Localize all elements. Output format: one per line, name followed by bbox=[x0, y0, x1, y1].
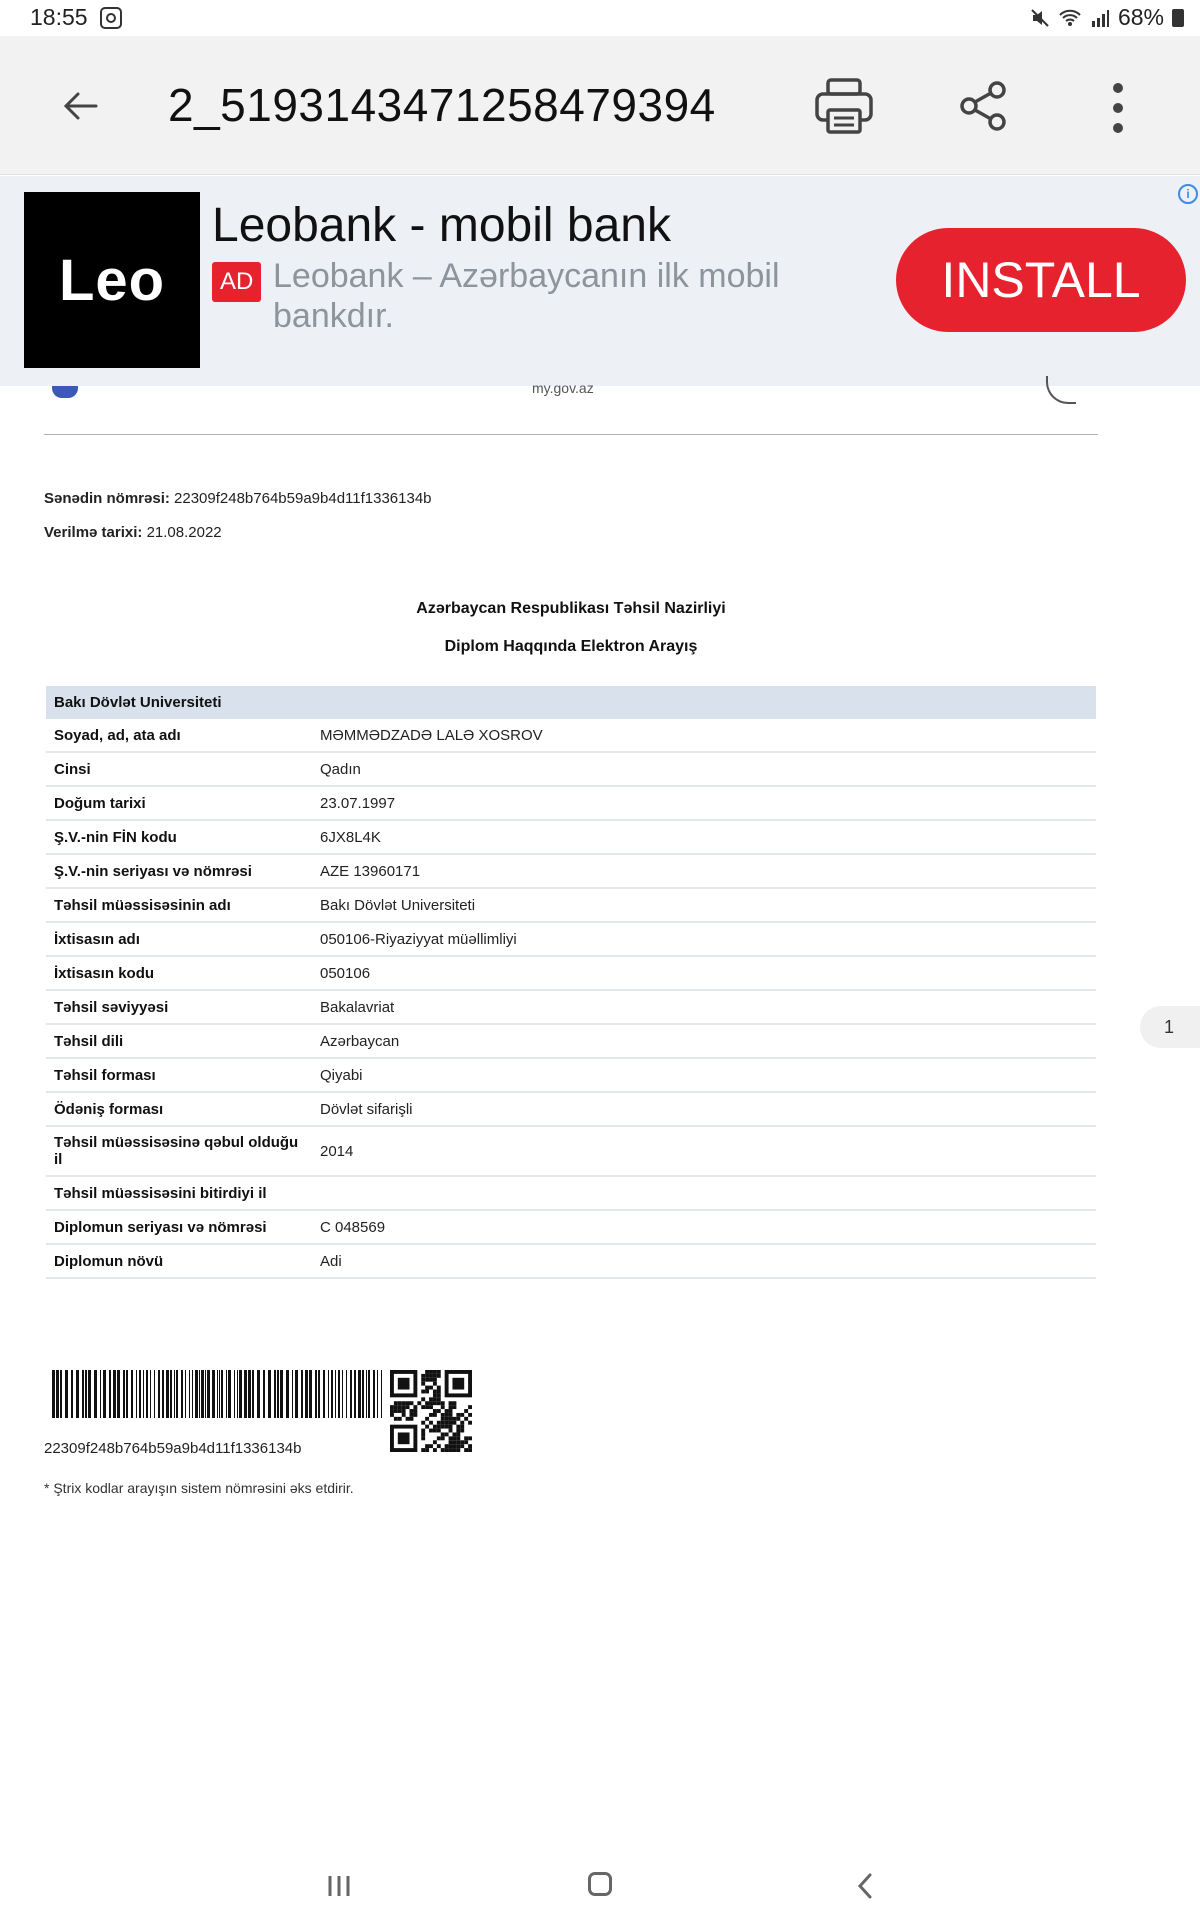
table-row bbox=[46, 1244, 1096, 1278]
table-body bbox=[46, 719, 1096, 1278]
table-row bbox=[46, 956, 1096, 990]
home-icon[interactable] bbox=[588, 1872, 612, 1896]
table-row bbox=[46, 752, 1096, 786]
table-row bbox=[46, 820, 1096, 854]
site-text: my.gov.az bbox=[532, 380, 594, 396]
document-title: 2_5193143471258479394 bbox=[168, 79, 716, 131]
page-indicator: 1 bbox=[1140, 1006, 1200, 1048]
field-value: MƏMMƏDZADƏ LALƏ XOSROV bbox=[311, 719, 1096, 752]
govt-logo-icon bbox=[52, 386, 78, 398]
field-label: Diplomun seriyası və nömrəsi bbox=[46, 1210, 311, 1244]
field-value: Qiyabi bbox=[311, 1058, 1096, 1092]
document-heading: Diplom Haqqında Elektron Arayış bbox=[444, 638, 698, 655]
table-row bbox=[46, 990, 1096, 1024]
ad-info-icon[interactable]: i bbox=[1178, 184, 1198, 204]
print-icon[interactable] bbox=[812, 74, 876, 138]
recents-icon[interactable] bbox=[326, 1874, 352, 1898]
field-value: Bakı Dövlət Universiteti bbox=[311, 888, 1096, 922]
field-value: Qadın bbox=[311, 752, 1096, 786]
wifi-icon bbox=[1058, 8, 1082, 28]
barcode-image bbox=[52, 1370, 382, 1418]
signal-icon bbox=[1090, 8, 1110, 28]
field-label: Təhsil səviyyəsi bbox=[46, 990, 311, 1024]
table-row bbox=[46, 854, 1096, 888]
doc-number-value: 22309f248b764b59a9b4d11f1336134b bbox=[174, 490, 432, 507]
system-nav-bar bbox=[0, 1860, 1200, 1920]
field-value: 2014 bbox=[311, 1126, 1096, 1176]
ad-banner[interactable] bbox=[0, 176, 1200, 387]
field-label: Doğum tarixi bbox=[46, 786, 311, 820]
qr-code-image bbox=[390, 1370, 472, 1452]
barcode-number: 22309f248b764b59a9b4d11f1336134b bbox=[44, 1440, 302, 1457]
issue-date-label: Verilmə tarixi: bbox=[44, 524, 143, 541]
table-row bbox=[46, 1024, 1096, 1058]
table-row bbox=[46, 1092, 1096, 1126]
field-label: Ş.V.-nin FİN kodu bbox=[46, 820, 311, 854]
field-label: Təhsil müəssisəsinin adı bbox=[46, 888, 311, 922]
diploma-info-table bbox=[46, 686, 1096, 1279]
field-value: Adi bbox=[311, 1244, 1096, 1278]
ad-badge: AD bbox=[212, 262, 261, 302]
field-label: İxtisasın adı bbox=[46, 922, 311, 956]
field-label: Ş.V.-nin seriyası və nömrəsi bbox=[46, 854, 311, 888]
field-label: Soyad, ad, ata adı bbox=[46, 719, 311, 752]
issue-date-value: 21.08.2022 bbox=[146, 524, 222, 541]
table-row bbox=[46, 1176, 1096, 1210]
document-page bbox=[0, 380, 1200, 1860]
issue-date-line bbox=[44, 524, 222, 541]
field-label: Ödəniş forması bbox=[46, 1092, 311, 1126]
status-right bbox=[1030, 4, 1184, 31]
field-label: Cinsi bbox=[46, 752, 311, 786]
field-value: C 048569 bbox=[311, 1210, 1096, 1244]
ad-description: Leobank – Azərbaycanın ilk mobil bankdır. bbox=[273, 257, 780, 335]
field-value: 23.07.1997 bbox=[311, 786, 1096, 820]
barcode-footnote: * Ştrix kodlar arayışın sistem nömrəsini əks etdirir. bbox=[44, 1480, 354, 1496]
field-value: Dövlət sifarişli bbox=[311, 1092, 1096, 1126]
back-arrow-icon[interactable] bbox=[58, 88, 102, 124]
table-header-university: Bakı Dövlət Universiteti bbox=[46, 686, 1096, 719]
ad-title[interactable]: Leobank - mobil bank bbox=[212, 199, 671, 252]
table-row bbox=[46, 719, 1096, 752]
field-label: Təhsil müəssisəsini bitirdiyi il bbox=[46, 1176, 311, 1210]
status-bar bbox=[0, 0, 1200, 36]
mute-icon bbox=[1030, 8, 1050, 28]
status-time: 18:55 bbox=[30, 4, 88, 30]
field-label: Təhsil müəssisəsinə qəbul olduğu il bbox=[46, 1126, 311, 1176]
field-value: AZE 13960171 bbox=[311, 854, 1096, 888]
field-label: Təhsil dili bbox=[46, 1024, 311, 1058]
battery-percent: 68% bbox=[1117, 4, 1164, 30]
table-row bbox=[46, 786, 1096, 820]
field-label: Diplomun növü bbox=[46, 1244, 311, 1278]
share-icon[interactable] bbox=[955, 78, 1011, 134]
field-value: Bakalavriat bbox=[311, 990, 1096, 1024]
ad-logo[interactable]: Leo bbox=[24, 192, 200, 368]
divider bbox=[44, 434, 1098, 435]
table-row bbox=[46, 922, 1096, 956]
decor-curve bbox=[1046, 376, 1076, 404]
table-row bbox=[46, 1126, 1096, 1176]
doc-number-label: Sənədin nömrəsi: bbox=[44, 490, 170, 507]
field-value: 050106 bbox=[311, 956, 1096, 990]
instagram-icon bbox=[100, 7, 122, 29]
table-header-row bbox=[46, 686, 1096, 719]
field-label: Təhsil forması bbox=[46, 1058, 311, 1092]
field-value: 050106-Riyaziyyat müəllimliyi bbox=[311, 922, 1096, 956]
more-vert-icon[interactable] bbox=[1100, 80, 1136, 136]
field-label: İxtisasın kodu bbox=[46, 956, 311, 990]
field-value bbox=[311, 1176, 1096, 1210]
table-row bbox=[46, 1058, 1096, 1092]
ministry-heading: Azərbaycan Respublikası Təhsil Nazirliyi bbox=[416, 600, 726, 617]
field-value: Azərbaycan bbox=[311, 1024, 1096, 1058]
app-bar bbox=[0, 36, 1200, 175]
back-icon[interactable] bbox=[855, 1872, 875, 1900]
battery-icon bbox=[1172, 9, 1184, 27]
field-value: 6JX8L4K bbox=[311, 820, 1096, 854]
table-row bbox=[46, 1210, 1096, 1244]
table-row bbox=[46, 888, 1096, 922]
install-button[interactable]: INSTALL bbox=[896, 228, 1186, 332]
doc-number-line bbox=[44, 490, 432, 507]
